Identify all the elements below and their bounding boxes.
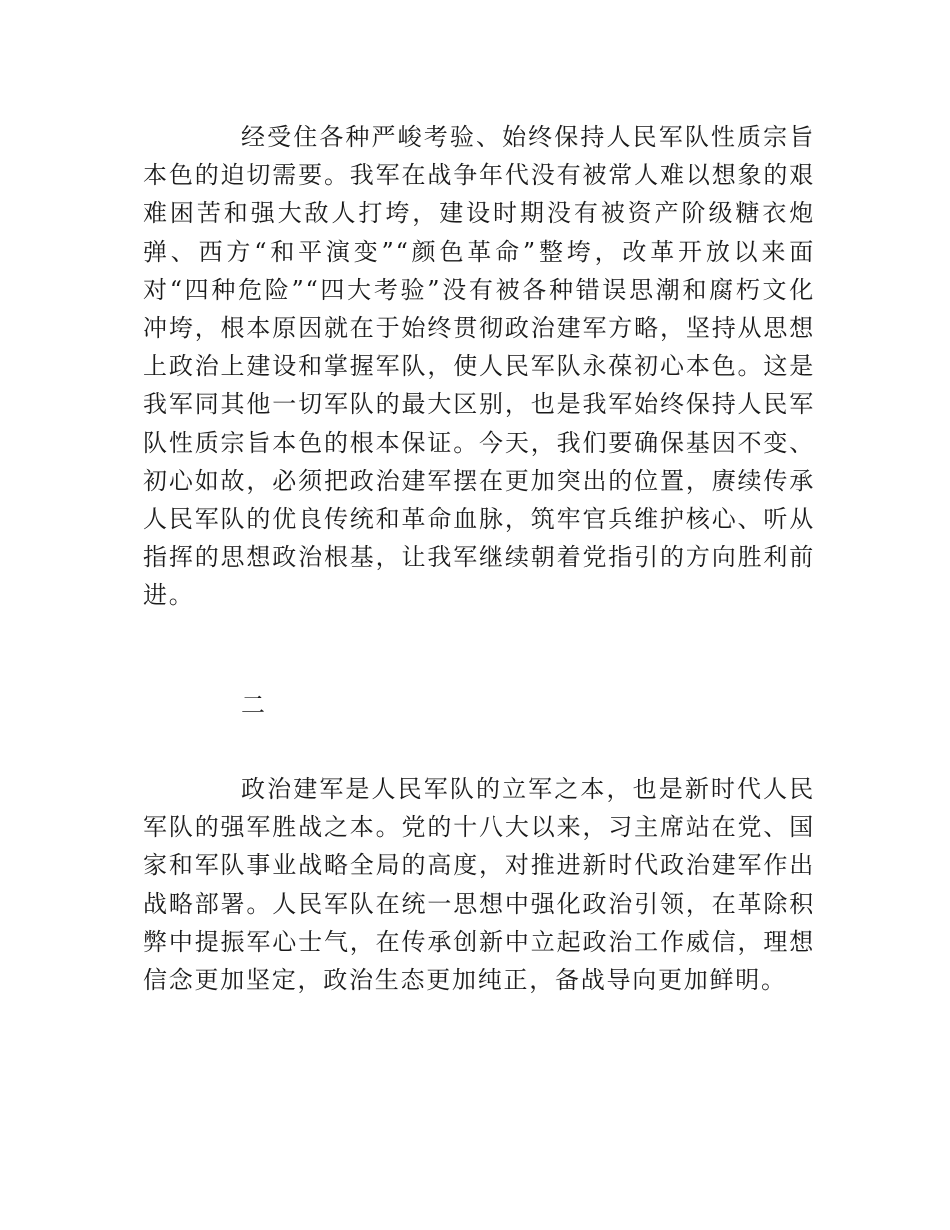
body-paragraph-2: 政治建军是人民军队的立军之本，也是新时代人民军队的强军胜战之本。党的十八大以来，习主席站在党、国家和军队事业战略全局的高度，对推进新时代政治建军作出战略部署。人民军队在统一思想中强化政治引领，在革除积弊中提振军心士气，在传承创新中立起政治工作威信，理想信念更加坚定，政治生态更加纯正，备战导向更加鲜明。 — [143, 775, 815, 995]
body-paragraph-1: 经受住各种严峻考验、始终保持人民军队性质宗旨本色的迫切需要。我军在战争年代没有被常人难以想象的艰难困苦和强大敌人打垮，建设时期没有被资产阶级糖衣炮弹、西方“和平演变”“颜色革命”整垮，改革开放以来面对“四种危险”“四大考验”没有被各种错误思潮和腐朽文化冲垮，根本原因就在于始终贯彻政治建军方略，坚持从思想上政治上建设和掌握军队，使人民军队永葆初心本色。这是我军同其他一切军队的最大区别，也是我军始终保持人民军队性质宗旨本色的根本保证。今天，我们要确保基因不变、初心如故，必须把政治建军摆在更加突出的位置，赓续传承人民军队的优良传统和革命血脉，筑牢官兵维护核心、听从指挥的思想政治根基，让我军继续朝着党指引的方向胜利前进。 — [143, 123, 815, 610]
section-number: 二 — [241, 691, 265, 719]
